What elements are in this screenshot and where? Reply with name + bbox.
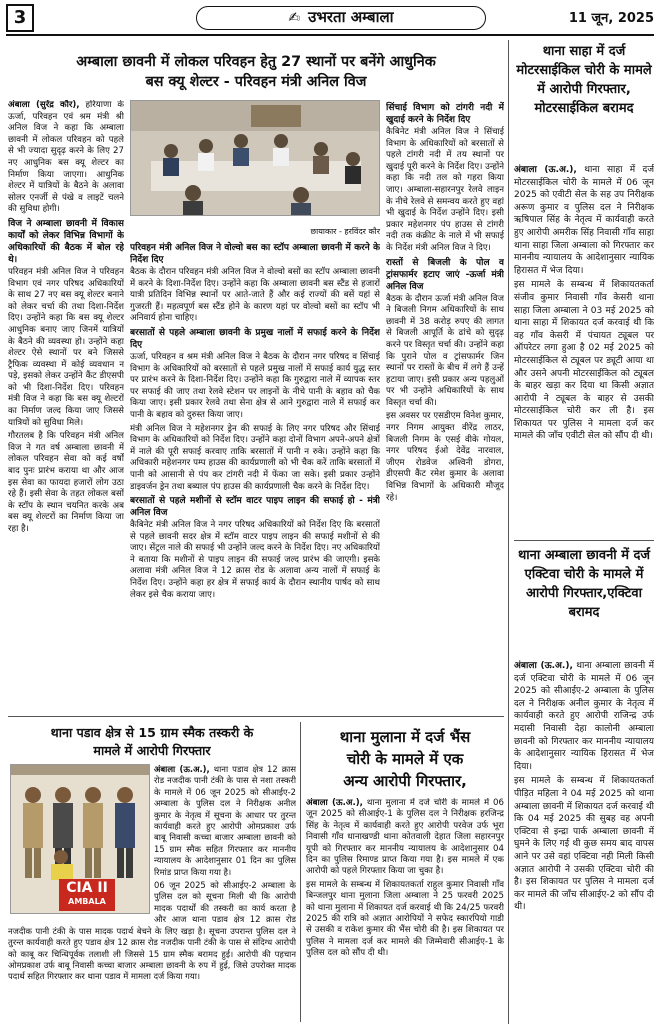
meeting-photo-illustration: [131, 101, 380, 216]
story3-paragraph: इस मामले के सम्बन्ध में शिकायतकर्ता पीड़ित महिला ने 04 मई 2025 को थाना अम्बाला छावनी में शिकायत दर्ज करवाई थी कि 04 मई 2025 की सुबह वह अपनी एक्टिवा से इन्द्रा पार्क अम्बाला छावनी में घुमने के लिए गई थी कुछ समय बाद वापस आने पर उसे वहां एक्टिवा नही मिली किसी अज्ञात आरोपी ने उसकी एक्टिवा चोरी की है। इस शिकायत पर पुलिस ने मामला दर्ज कर मामले की जाँच सीआईए-2 को सौंप दी थी।: [514, 776, 654, 913]
masthead: [6, 4, 654, 32]
story1-column-3: [386, 100, 504, 712]
cia-badge-line1: CIA II: [66, 880, 108, 896]
story5-headline-line3: अन्य आरोपी गिरफ्तार,: [343, 772, 467, 790]
story1-headline-line2: बस क्यू शेल्टर - परिवहन मंत्री अनिल विज: [145, 74, 367, 90]
story2-headline: थाना साहा में दर्ज मोटरसाईकिल चोरी के मामले में आरोपी गिरफ्तार, मोटरसाईकिल बरामद: [516, 44, 652, 116]
story1-headline-line1: अम्बाला छावनी में लोकल परिवहन हेतु 27 स्थानों पर बनेंगे आधुनिक: [76, 54, 436, 70]
paper-title: [196, 6, 486, 30]
section-divider: [514, 540, 654, 541]
story3-dateline: अंबाला (ऊ.अ.),: [514, 661, 573, 671]
cia-badge-line2: AMBALA: [68, 897, 106, 906]
story4-paragraph: थाना पडाव क्षेत्र 12 क्रास रोड नजदीक पानी टंकी के पास से नशा तस्करी के मामले में 06 जून 2025 को सीआईए-2 अम्बाला के पुलिस दल ने निरीक्षक अनील कुमार के नेतृत्व में सूचना के आधार पर तुरन्त कार्यवाही करते हुए आरोपी ओमप्रकाश उर्फ बाबू निवासी कच्चा बाजार अम्बाला छावनी को 15 ग्राम स्मैक सहित गिरफ्तार कर माननीय न्यायालय के आदेशानुसार 01 दिन का पुलिस रिमांड प्राप्त किया गया है।: [154, 764, 296, 877]
story1-paragraph: गौरतलब है कि परिवहन मंत्री अनिल विज ने गत वर्ष अम्बाला छावनी में लोकल परिवहन सेवा को कई वर्षों बाद पुनः प्रारंभ कराया था और आज इस सेवा का फायदा हजारों लोग उठा रहे हैं। इसी सेवा के तहत लोकल बसों के स्टॉप के स्थान चयनित करके अब बस क्यू शेल्टरों का निर्माण किया जा रहा है।: [8, 431, 124, 534]
story1-paragraph: परिवहन मंत्री अनिल विज ने परिवहन विभाग एवं नगर परिषद अधिकारियों के साथ 27 नए बस क्यू शेल्टर बनाने को लेकर चर्चा की तथा दिशा-निर्देश दिए। उन्होंने कहा कि बस क्यू शेल्टर आधुनिक बनाए जाए जिनमें यात्रियों के बैठने की व्यवस्था हो। उन्होंने कहा शेल्टर ऐसे स्थानों पर बने जिससे ट्रैफिक व्यवस्था में कोई व्यवधान न पड़े, इसको लेकर उन्होंने कैंट डीएसपी को भी दिशा-निर्देश दिए। परिवहन मंत्री विज ने कहा कि बस क्यू शेल्टरों का निर्माण जल्द किया जाए जिससे यात्रियों को सुविधा मिले।: [8, 266, 124, 428]
story5-paragraph: थाना मुलाना में दर्ज चोरी के मामले में 06 जून 2025 को सीआईए-1 के पुलिस दल ने निरीक्षक हरजिन्द्र सिंह के नेतृत्व में कार्यवाही करते हुए आरोपी परवेज उर्फ भूरा निवासी गाँव धानाखण्डी थाना कोतवाली देहात जिला सहारनपुर यूपी को गिरफ्तार कर माननीय न्यायालय के आदेशानुसार 04 दिन का पुलिस रिमाण्ड प्राप्त किया गया है। इस मामले में एक आरोपी को पहले गिरफ्तार किया जा चुका है।: [306, 798, 504, 877]
pen-icon: ✍: [288, 10, 301, 26]
story3-body: [514, 660, 654, 1022]
story3-paragraph: थाना अम्बाला छावनी में दर्ज एक्टिवा चोरी के मामले में 06 जून 2025 को सीआईए-2 अम्बाला के पुलिस दल ने निरीक्षक अनील कुमार के नेतृत्व में कार्यवाही करते हुए आरोपी राजिन्द्र उर्फ मदासी निवासी देहा कालोनी अम्बाला छावनी को गिरफ्तार कर माननीय न्यायालय के आदेशानुसार न्यायिक हिरासत में भेज दिया।: [514, 661, 654, 772]
story4-dateline: अंबाला (ऊ.अ.),: [154, 764, 210, 774]
story5-headline: [306, 726, 504, 792]
story4-headline: [8, 724, 296, 760]
story4-photo-spacer: [8, 764, 154, 916]
story1-column-1: [8, 100, 124, 712]
story5-dateline: अंबाला (ऊ.अ.),: [306, 798, 363, 808]
story4-headline-line2: मामले में आरोपी गिरफ्तार: [93, 743, 211, 758]
story1-subheading: विज ने अम्बाला छावनी में विकास कार्यों को लेकर विभिन्न विभागों के अधिकारियों की बैठक में बोल रहे थे।: [8, 218, 124, 265]
story1-dateline: अंबाला (सुरेंद्र कौर),: [8, 100, 80, 110]
story4-headline-line1: थाना पडाव क्षेत्र से 15 ग्राम स्मैक तस्करी के: [50, 725, 254, 740]
story2-body: [514, 164, 654, 536]
story1-subheading: सिंचाई विभाग को टांगरी नदी में खुदाई करने के निर्देश दिए: [386, 103, 504, 125]
story1-headline: [8, 52, 504, 92]
paper-name: उभरता अम्बाला: [308, 8, 394, 26]
story1-subheading: परिवहन मंत्री अनिल विज ने वोल्वो बस का स्टॉप अम्बाला छावनी में करने के निर्देश दिए: [130, 243, 380, 265]
story1-paragraph: बैठक के दौरान परिवहन मंत्री अनिल विज ने वोल्वो बसों का स्टॉप अम्बाला छावनी में करने के दिशा-निर्देश दिए। उन्होंने कहा कि अम्बाला छावनी बस स्टैंड से हजारों यात्री प्रतिदिन विभिन्न स्थानों पर आते-जाते हैं और कई राज्यों की बसें यहां से गुजरती हैं। महत्वपूर्ण बस स्टैंड होने के कारण यहां पर वोल्वो बसों का स्टॉप भी अनिवार्य होना चाहिए।: [130, 267, 380, 324]
column-divider: [508, 40, 509, 1024]
story1-subheading: बरसातों से पहले मशीनों से स्टॉम वाटर पाइप लाइन की सफाई हो - मंत्री अनिल विज: [130, 496, 380, 519]
story4-paragraph: 06 जून 2025 को सीआईए-2 अम्बाला के पुलिस दल को सूचना मिली थी कि आरोपी मादक पदार्थों की तस्करी का कार्य करता है और आज थाना पडाव क्षेत्र 12 क्रास रोड नजदीक पानी टंकी के पास मादक पदार्थ बेचने के लिए खड़ा है। सूचना उपरान्त पुलिस दल ने तुरन्त कार्यवाही करते हुए पडाव क्षेत्र 12 क्रास रोड नजदीक पानी टंकी के पास से संदिग्ध आरोपी को काबू कर चिन्धिपूर्वक तलाशी ली जिससे 15 ग्राम स्मैक बरामद हुई। आरोपी की पहचान ओमप्रकाश उर्फ बाबू निवासी कच्चा बाजार अम्बाला छावनी के रुप में हुई, जिसे उपरोक्त मादक पदार्थ सहित गिरफ्तार कर थाना पडाव में मामला दर्ज किया गया।: [8, 880, 296, 982]
story1-subheading: बरसातों से पहले अम्बाला छावनी के प्रमुख नालों में सफाई करने के निर्देश दिए: [130, 327, 380, 350]
story5-paragraph: इस मामले के सम्बन्ध में शिकायतकर्ता राहुल कुमार निवासी गाँव बिन्जलपुर थाना मुलाना जिला अम्बाला ने 25 फरवरी 2025 को थाना मुलाना में शिकायत दर्ज करवाई थी कि 24/25 फरवरी 2025 की रात्रि को अज्ञात आरोपियों ने सफेद स्कारपियो गाडी से उसकी व राकेश कुमार की भैंस चोरी की है। इस शिकायत पर पुलिस ने मामला दर्ज कर मामले की जिम्मेवारी सीआईए-1 के पुलिस दल को सौंप दी थी।: [306, 879, 504, 959]
story1-paragraph: कैबिनेट मंत्री अनिल विज ने नगर परिषद अधिकारियों को निर्देश दिए कि बरसातों से पहले छावनी सदर क्षेत्र में स्टॉम वाटर पाइप लाइन की सफाई मशीनों से की जाए। सेंट्रल नाले की सफाई भी उन्होंने जल्द करने के निर्देश दिए। नए अधिकारियों ने बताया कि मशीनों से पाइप लाइन की सफाई जल्द प्रारंभ की जाएगी। इसके अलावा मंत्री अनिल विज ने 12 क्रास रोड के अलावा अन्य नालों में सफाई के निर्देश दिए। उन्होंने कहा हर क्षेत्र में सफाई कार्य के दौरान स्थानीय पार्षद को साथ लेकर इसे चैक कराया जाए।: [130, 520, 380, 600]
story2-paragraph: थाना साहा में दर्ज मोटरसाईकिल चोरी के मामले में 06 जून 2025 को एवीटी सेल के सह उप निरीक्षक अरूण कुमार व पुलिस दल ने निरीक्षक ऋषिपाल सिंह के नेतृत्व में कार्यवाही करते हुए आरोपी अमरीक सिंह निवासी गाँव साहा थाना साहा जिला अम्बाला को गिरफ्तार कर माननीय न्यायालय के आदेशानुसार न्यायिक हिरासत में भेज दिया।: [514, 165, 654, 276]
story2-paragraph: इस मामले के सम्बन्ध में शिकायतकर्ता संजीव कुमार निवासी गाँव केसरी थाना साहा जिला अम्बाला ने 03 मई 2025 को थाना साहा में शिकायत दर्ज करवाई थी कि वह गाँव केसरी में पंचायत ट्यूबल पर ऑपरेटर लगा हुआ है 02 मई 2025 को मोटरसाईकिल से ट्यूबल पर ड्यूटी आया था और उसने अपनी मोटरसाईकिल को ट्यूबल के बाहर खड़ा कर दिया था किसी अज्ञात आरोपी ने ट्यूबल के बाहर से उसकी मोटरसाईकिल चोरी कर ली है। इस शिकायत पर पुलिस ने मामला दर्ज कर मामले की जाँच एवीटी सेल को सौंप दी थी।: [514, 280, 654, 442]
story1-paragraph: इस अवसर पर एसडीएम विनेश कुमार, नगर निगम आयुक्त वीरेंद्र लाठर, बिजली निगम के एसई वीके गोयल, नगर परिषद ईओ देवेंद्र नारवाल, जीएम रोडवेज अश्विनी डोगरा, डीएसपी कैंट रमेश कुमार के अलावा विभिन्न विभागों के अधिकारी मौजूद रहे।: [386, 411, 504, 503]
story1-paragraph: मंत्री अनिल विज ने महेशनगर ड्रेन की सफाई के लिए नगर परिषद और सिंचाई विभाग के अधिकारियों को निर्देश दिए। उन्होंने कहा दोनों विभाग अपने-अपने क्षेत्रों में नाले की पूरी सफाई करवाए ताकि बरसातों में पानी न रुके। उन्होंने कहा कि अधिकारी महेशनगर पम्प हाउस की कार्यप्रणाली को भी चैक करें ताकि बरसातों में पानी को आसानी से पंप कर टांगरी नदी में फेंका जा सके। इसी प्रकार उन्होंने डाइवर्जन ड्रेन तथा बब्याल पंप हाउस की कार्यप्रणाली चैक करने के निर्देश दिए।: [130, 423, 380, 492]
story1-paragraph: ऊर्जा, परिवहन व श्रम मंत्री अनिल विज ने बैठक के दौरान नगर परिषद व सिंचाई विभाग के अधिकारियों को बरसातों से पहले प्रमुख नालों में सफाई कार्य युद्ध स्तर पर प्रारंभ करने के दिशा-निर्देश दिए। उन्होंने कहा कि गुरुद्वारा नाले में व्यापक स्तर पर सफाई की जाए तथा रेलवे स्टेशन पर लाइनों के नीचे पानी के बहाव को चैक किया जाए। इसी प्रकार रेलवे तथा सेना क्षेत्र से आने गुरुद्वारा नाले में सफाई कर पानी के बहाव को दुरुस्त किया जाए।: [130, 351, 380, 420]
section-divider: [8, 716, 504, 717]
story1-paragraph: कैबिनेट मंत्री अनिल विज ने सिंचाई विभाग के अधिकारियों को बरसातों से पहले टांगरी नदी में तय स्थानों पर खुदाई पूरी करने के निर्देश दिए। उन्होंने कहा कि नदी तल को गहरा किया जाए। अम्बाला-सहारनपुर रेलवे लाइन के नीचे रेलवे से समन्वय करते हुए वहां भी खुदाई के निर्देश उन्होंने दिए। इसी प्रकार महेशनगर पंप हाउस से टांगरी नदी तक कंक्रीट के नाले में भी सफाई के निर्देश मंत्री अनिल विज ने दिए।: [386, 127, 504, 253]
story1-meeting-photo: [130, 100, 380, 216]
story3-headline: थाना अम्बाला छावनी में दर्ज एक्टिवा चोरी के मामले में आरोपी गिरफ्तार,एक्टिवा बरामद: [517, 548, 651, 620]
story5-headline-line1: थाना मुलाना में दर्ज भैंस: [339, 728, 471, 746]
story4-body: [8, 764, 296, 1022]
story1-photo-caption: छायाकार - हरविंदर कौर: [310, 227, 380, 236]
story1-subheading: रास्तों से बिजली के पोल व ट्रांसफार्मर हटाए जाएं -ऊर्जा मंत्री अनिल विज: [386, 257, 504, 292]
story1-paragraph: हरियाणा के ऊर्जा, परिवहन एवं श्रम मंत्री श्री अनिल विज ने कहा कि अम्बाला छावनी में लोकल परिवहन को पहले से भी ज्यादा सुदृढ़ करने के लिए 27 नए आधुनिक बस क्यू शेल्टर का निर्माण किया जाएगा। आधुनिक शेल्टर में यात्रियों के बैठने के अलावा सोलर एनर्जी से पंखे व लाइटें चलने की सुविधा होगी।: [8, 100, 124, 215]
story5-headline-line2: चोरी के मामले में एक: [346, 750, 464, 768]
masthead-rule: [6, 34, 654, 36]
story5-body: [306, 798, 504, 1022]
story1-paragraph: बैठक के दौरान ऊर्जा मंत्री अनिल विज ने बिजली निगम अधिकारियों के साथ छावनी में 38 करोड़ रुपए की लागत से बिजली आपूर्ति के ढांचे को सुदृढ़ करने पर विस्तृत चर्चा की। उन्होंने कहा कि पुराने पोल व ट्रांसफार्मर जिन स्थानों पर रास्तों के बीच में लगे हैं उन्हें हटाया जाए। इसी प्रकार अन्य पहलुओं पर भी उन्होंने अधिकारियों के साथ विस्तृत चर्चा की।: [386, 293, 504, 408]
page-number: 3: [6, 4, 34, 32]
story1-column-2: [130, 240, 380, 712]
story2-dateline: अंबाला (ऊ.अ.),: [514, 165, 577, 175]
issue-date: 11 जून, 2025: [568, 11, 654, 26]
column-divider: [300, 722, 301, 1022]
